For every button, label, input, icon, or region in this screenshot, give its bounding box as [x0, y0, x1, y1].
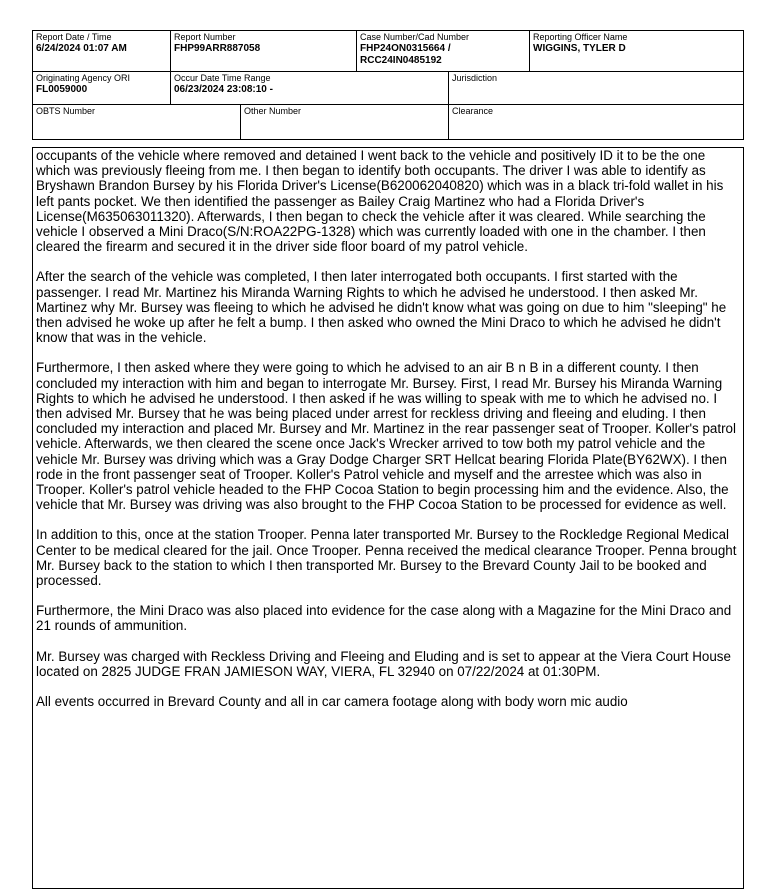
report-date-value: 6/24/2024 01:07 AM	[36, 43, 127, 54]
occur-label: Occur Date Time Range	[174, 73, 271, 83]
other-number-cell	[241, 105, 449, 139]
occur-value: 06/23/2024 23:08:10 -	[174, 84, 273, 95]
occur-cell	[171, 72, 449, 104]
case-number-value-1: FHP24ON0315664 /	[360, 43, 451, 54]
report-number-label: Report Number	[174, 32, 236, 42]
obts-label: OBTS Number	[36, 106, 96, 116]
report-date-cell	[33, 31, 171, 71]
case-number-value-2: RCC24IN0485192	[360, 55, 442, 66]
report-header-grid	[32, 30, 744, 140]
case-number-label: Case Number/Cad Number	[360, 32, 470, 42]
paragraph-gap	[33, 254, 743, 269]
case-number-cell	[357, 31, 530, 71]
narrative-paragraph-4: In addition to this, once at the station Trooper. Penna later transported Mr. Bursey to the Rockledge Regional Medical Center to be medical cleared for the jail. Once Trooper. Penna received the medical clearance Trooper. Penna brought Mr. Bursey back to the station to which I then transported Mr. Bursey to the Brevard County Jail to be booked and processed.	[36, 527, 737, 589]
paragraph-gap	[33, 634, 743, 649]
clearance-cell	[449, 105, 743, 139]
agency-cell	[33, 72, 171, 104]
agency-value: FL0059000	[36, 84, 88, 95]
paragraph-gap	[33, 588, 743, 603]
clearance-label: Clearance	[452, 106, 494, 116]
header-row-2	[33, 72, 743, 105]
officer-value: WIGGINS, TYLER D	[533, 43, 626, 54]
narrative-paragraph-1: occupants of the vehicle where removed and detained I went back to the vehicle and positively ID it to be the one which was previously fleeing from me. I then began to identify both occupants. The driver I was able to identify as Bryshawn Brandon Bursey by his Florida Driver's License(B620062040820) which was in a black tri-fold wallet in his left pants pocket. We then identified the passenger as Bailey Craig Martinez who had a Florida Driver's License(M635063011320). Afterwards, I then began to check the vehicle after it was cleared. While searching the vehicle I observed a Mini Draco(S/N:ROA22PG-1328) which was currently loaded with one in the chamber. I then cleared the firearm and secured it in the driver side floor board of my patrol vehicle.	[36, 148, 724, 255]
agency-label: Originating Agency ORI	[36, 73, 131, 83]
narrative-paragraph-7: All events occurred in Brevard County and all in car camera footage along with body worn mic audio	[36, 694, 628, 710]
narrative-paragraph-6: Mr. Bursey was charged with Reckless Driving and Fleeing and Eluding and is set to appear at the Viera Court House located on 2825 JUDGE FRAN JAMIESON WAY, VIERA, FL 32940 on 07/22/2024 at 01:30PM.	[36, 648, 731, 679]
obts-cell	[33, 105, 241, 139]
report-number-value: FHP99ARR887058	[174, 43, 261, 54]
officer-cell	[530, 31, 743, 71]
paragraph-gap	[33, 345, 743, 360]
officer-label: Reporting Officer Name	[533, 32, 628, 42]
narrative-paragraph-5: Furthermore, the Mini Draco was also placed into evidence for the case along with a Magazine for the Mini Draco and 21 rounds of ammunition.	[36, 603, 732, 634]
jurisdiction-label: Jurisdiction	[452, 73, 498, 83]
other-number-label: Other Number	[244, 106, 302, 116]
report-date-label: Report Date / Time	[36, 32, 112, 42]
header-row-1	[33, 31, 743, 72]
narrative-paragraph-2: After the search of the vehicle was completed, I then later interrogated both occupants. I first started with the passenger. I read Mr. Martinez his Miranda Warning Rights to which he advised he understood. I then asked Mr. Martinez why Mr. Bursey was fleeing to which he advised he didn't know what was going on due to him "sleeping" he then advised he woke up after he felt a bump. I then asked who owned the Mini Draco to which he advised he didn't know that was in the vehicle.	[36, 269, 727, 346]
narrative-box	[32, 147, 744, 889]
report-number-cell	[171, 31, 357, 71]
paragraph-gap	[33, 679, 743, 694]
header-row-3	[33, 105, 743, 139]
jurisdiction-cell	[449, 72, 743, 104]
paragraph-gap	[33, 512, 743, 527]
narrative-paragraph-3: Furthermore, I then asked where they were going to which he advised to an air B n B in a different county. I then concluded my interaction with him and began to interrogate Mr. Bursey. First, I read Mr. Bursey his Miranda Warning Rights to which he advised he understood. I then asked if he was willing to speak with me to which he advised no. I then advised Mr. Bursey that he was being placed under arrest for reckless driving and fleeing and eluding. I then concluded my interaction and placed Mr. Bursey and Mr. Martinez in the rear passenger seat of Trooper. Koller's patrol vehicle. Afterwards, we then cleared the scene once Jack's Wrecker arrived to tow both my patrol vehicle and the vehicle Mr. Bursey was driving which was a Gray Dodge Charger SRT Hellcat bearing Florida Plate(BY62WX). I then rode in the front passenger seat of Trooper. Koller's Patrol vehicle and myself and the arrestee which was also in Trooper. Koller's patrol vehicle headed to the FHP Cocoa Station to begin processing him and the evidence. Also, the vehicle that Mr. Bursey was driving was also brought to the FHP Cocoa Station to be processed for evidence as well.	[36, 360, 736, 513]
